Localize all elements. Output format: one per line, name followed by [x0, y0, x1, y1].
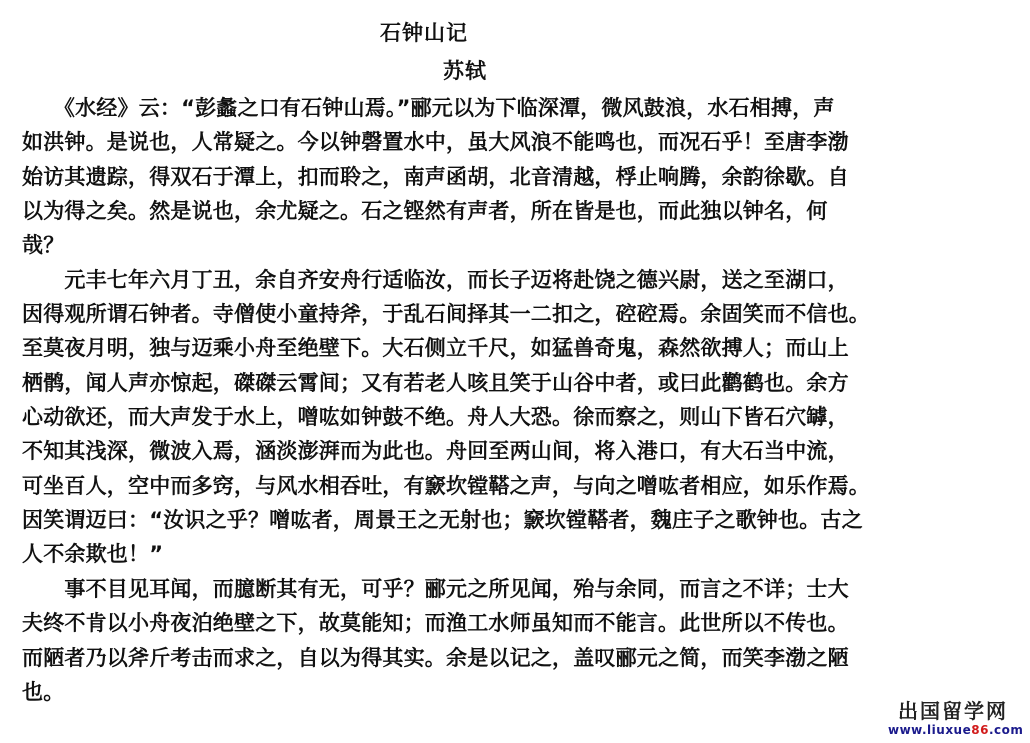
watermark-url-suffix: .com	[988, 723, 1024, 737]
text-line: 元丰七年六月丁丑，余自齐安舟行适临汝，而长子迈将赴饶之德兴尉，送之至湖口，	[22, 267, 849, 292]
watermark-url-accent: 86	[971, 723, 989, 737]
text-line: 心动欲还，而大声发于水上，噌吰如钟鼓不绝。舟人大恐。徐而察之，则山下皆石穴罅，	[22, 405, 849, 430]
site-watermark	[888, 699, 1024, 737]
text-line: 因得观所谓石钟者。寺僧使小童持斧，于乱石间择其一二扣之，硿硿焉。余固笑而不信也。	[22, 302, 870, 327]
text-line: 人不余欺也！”	[22, 542, 164, 567]
text-line: 至莫夜月明，独与迈乘小舟至绝壁下。大石侧立千尺，如猛兽奇鬼，森然欲搏人；而山上	[22, 336, 849, 361]
article-title: 石钟山记	[380, 21, 468, 45]
text-line: 始访其遗踪，得双石于潭上，扣而聆之，南声函胡，北音清越，桴止响腾，余韵徐歇。自	[22, 164, 849, 189]
text-line: 可坐百人，空中而多窍，与风水相吞吐，有窾坎镗鞳之声，与向之噌吰者相应，如乐作焉。	[22, 473, 870, 498]
text-line: 也。	[22, 679, 65, 704]
text-line: 而陋者乃以斧斤考击而求之，自以为得其实。余是以记之，盖叹郦元之简，而笑李渤之陋	[22, 645, 849, 670]
text-line: 如洪钟。是说也，人常疑之。今以钟磬置水中，虽大风浪不能鸣也，而况石乎！至唐李渤	[22, 130, 849, 155]
text-line: 事不目见耳闻，而臆断其有无，可乎？郦元之所见闻，殆与余同，而言之不详；士大	[22, 576, 849, 601]
article-author: 苏轼	[443, 59, 487, 83]
text-line: 以为得之矣。然是说也，余尤疑之。石之铿然有声者，所在皆是也，而此独以钟名，何	[22, 199, 828, 224]
text-line: 哉？	[22, 233, 65, 258]
text-line: 夫终不肯以小舟夜泊绝壁之下，故莫能知；而渔工水师虽知而不能言。此世所以不传也。	[22, 611, 849, 636]
watermark-url-prefix: www.liuxue	[888, 723, 972, 737]
article-body	[22, 91, 872, 709]
watermark-url	[888, 723, 1024, 737]
text-line: 《水经》云：“彭蠡之口有石钟山焉。”郦元以为下临深潭，微风鼓浪，水石相搏，声	[22, 96, 835, 120]
text-line: 不知其浅深，微波入焉，涵淡澎湃而为此也。舟回至两山间，将入港口，有大石当中流，	[22, 439, 849, 464]
watermark-name: 出国留学网	[898, 699, 1008, 723]
text-line: 栖鹘，闻人声亦惊起，磔磔云霄间；又有若老人咳且笑于山谷中者，或曰此鹳鹤也。余方	[22, 370, 849, 395]
text-line: 因笑谓迈曰：“汝识之乎？噌吰者，周景王之无射也；窾坎镗鞳者，魏庄子之歌钟也。古之	[22, 508, 863, 533]
